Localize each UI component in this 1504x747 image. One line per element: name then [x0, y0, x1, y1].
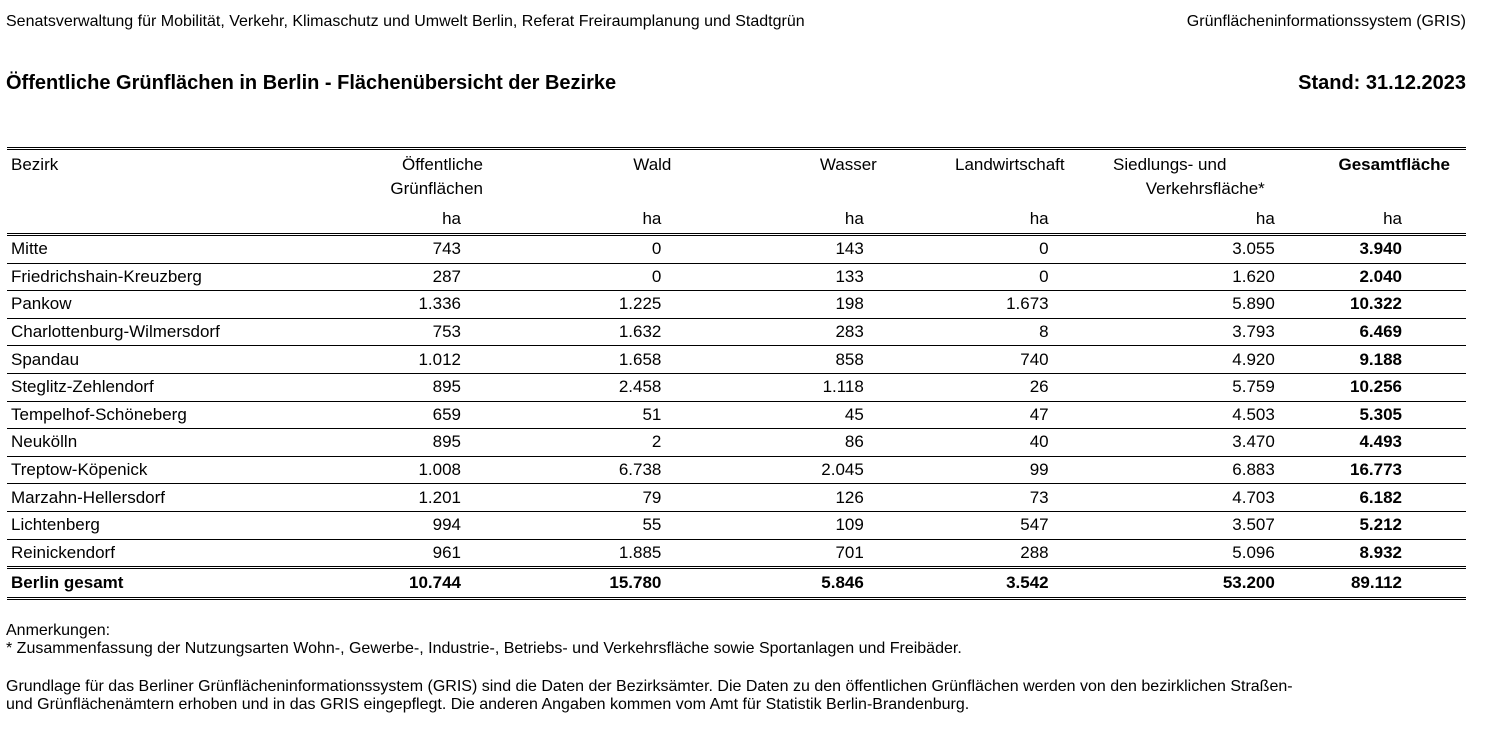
value-wasser: 86 — [686, 429, 888, 457]
value-gesamtflaeche: 5.305 — [1295, 401, 1466, 429]
district-name: Treptow-Köpenick — [7, 456, 231, 484]
notes-heading: Anmerkungen: — [6, 622, 111, 639]
value-wasser: 143 — [686, 235, 888, 264]
value-wasser: 133 — [686, 263, 888, 291]
table-row — [7, 291, 1466, 319]
header-department: Senatsverwaltung für Mobilität, Verkehr, Klimaschutz und Umwelt Berlin, Referat Freiraumplanung und Stadtgrün — [6, 13, 805, 30]
col-header-sied-line1: Siedlungs- und — [1113, 155, 1227, 174]
col-header-siedlungs-verkehrsflaeche — [1075, 149, 1295, 206]
footnote: * Zusammenfassung der Nutzungsarten Wohn-, Gewerbe-, Industrie-, Betriebs- und Verkehrsfläche sowie Sportanlagen und Freibäder. — [6, 639, 962, 657]
value-wald: 51 — [486, 401, 686, 429]
value-landwirtschaft: 26 — [889, 373, 1075, 401]
page-title: Öffentliche Grünflächen in Berlin - Flächenübersicht der Bezirke — [6, 72, 617, 94]
table-body — [7, 235, 1466, 568]
value-siedlungs-verkehrsflaeche: 4.503 — [1075, 401, 1295, 429]
district-name: Spandau — [7, 346, 231, 374]
stand-date: Stand: 31.12.2023 — [1298, 72, 1466, 94]
value-wald: 79 — [486, 484, 686, 512]
value-gesamtflaeche: 10.256 — [1295, 373, 1466, 401]
value-landwirtschaft: 0 — [889, 263, 1075, 291]
district-name: Marzahn-Hellersdorf — [7, 484, 231, 512]
source-note-line2: und Grünflächenämtern erhoben und in das GRIS eingepflegt. Die anderen Angaben kommen vom Amt für Statistik Berlin-Brandenburg. — [6, 695, 970, 713]
total-wasser: 5.846 — [821, 573, 864, 593]
value-landwirtschaft: 47 — [889, 401, 1075, 429]
col-header-sied-line2: Verkehrsfläche* — [1145, 179, 1265, 198]
district-name: Neukölln — [7, 429, 231, 457]
value-oeffentliche-gruenflaechen: 659 — [231, 401, 486, 429]
notes-section — [6, 622, 1476, 713]
unit-empty — [7, 205, 231, 235]
header-row — [7, 149, 1466, 206]
value-gesamtflaeche: 2.040 — [1295, 263, 1466, 291]
table-row — [7, 346, 1466, 374]
value-gesamtflaeche: 9.188 — [1295, 346, 1466, 374]
district-name: Steglitz-Zehlendorf — [7, 373, 231, 401]
district-name: Pankow — [7, 291, 231, 319]
district-name: Lichtenberg — [7, 511, 231, 539]
value-landwirtschaft: 1.673 — [889, 291, 1075, 319]
col-header-landwirtschaft: Landwirtschaft — [954, 155, 1065, 174]
value-siedlungs-verkehrsflaeche: 6.883 — [1075, 456, 1295, 484]
value-oeffentliche-gruenflaechen: 753 — [231, 318, 486, 346]
table-row — [7, 235, 1466, 264]
value-wasser: 109 — [686, 511, 888, 539]
value-wasser: 2.045 — [686, 456, 888, 484]
value-siedlungs-verkehrsflaeche: 3.470 — [1075, 429, 1295, 457]
col-header-oef-line1: Öffentliche — [402, 155, 484, 174]
value-wasser: 198 — [686, 291, 888, 319]
col-header-bezirk: Bezirk — [11, 155, 59, 174]
value-siedlungs-verkehrsflaeche: 5.096 — [1232, 542, 1275, 562]
total-siedlungs-verkehrsflaeche: 53.200 — [1222, 573, 1275, 593]
table-row — [7, 373, 1466, 401]
value-oeffentliche-gruenflaechen: 1.012 — [231, 346, 486, 374]
value-wald: 2.458 — [486, 373, 686, 401]
district-name: Reinickendorf — [11, 542, 115, 562]
value-wasser: 126 — [686, 484, 888, 512]
unit-cell: ha — [642, 209, 662, 228]
total-label: Berlin gesamt — [11, 573, 124, 593]
source-note-line1: Grundlage für das Berliner Grünflächeninformationssystem (GRIS) sind die Daten der Bezirksämter. Die Daten zu den öffentlichen Grünflächen werden von den bezirklichen Straßen- — [6, 678, 1293, 695]
value-gesamtflaeche: 10.322 — [1295, 291, 1466, 319]
value-landwirtschaft: 288 — [1020, 542, 1049, 562]
table-row — [7, 539, 1466, 568]
value-wald: 1.658 — [486, 346, 686, 374]
value-siedlungs-verkehrsflaeche: 3.055 — [1075, 235, 1295, 264]
value-oeffentliche-gruenflaechen: 287 — [231, 263, 486, 291]
value-oeffentliche-gruenflaechen: 743 — [231, 235, 486, 264]
value-wasser: 701 — [835, 542, 864, 562]
table-row — [7, 511, 1466, 539]
value-landwirtschaft: 740 — [889, 346, 1075, 374]
value-landwirtschaft: 0 — [889, 235, 1075, 264]
value-wasser: 283 — [686, 318, 888, 346]
unit-cell: ha — [1255, 209, 1275, 228]
col-header-wald: Wald — [633, 155, 672, 174]
district-name: Tempelhof-Schöneberg — [7, 401, 231, 429]
table-row — [7, 318, 1466, 346]
value-oeffentliche-gruenflaechen: 994 — [231, 511, 486, 539]
value-landwirtschaft: 99 — [889, 456, 1075, 484]
value-gesamtflaeche: 16.773 — [1295, 456, 1466, 484]
value-wald: 2 — [486, 429, 686, 457]
value-wald: 1.225 — [486, 291, 686, 319]
value-wasser: 858 — [686, 346, 888, 374]
value-landwirtschaft: 8 — [889, 318, 1075, 346]
value-siedlungs-verkehrsflaeche: 4.703 — [1075, 484, 1295, 512]
table-row — [7, 401, 1466, 429]
col-header-oef-line2: Grünflächen — [390, 179, 484, 198]
district-name: Mitte — [7, 235, 231, 264]
value-landwirtschaft: 73 — [889, 484, 1075, 512]
unit-row — [7, 205, 1466, 235]
value-wald: 1.632 — [486, 318, 686, 346]
header-system-name: Grünflächeninformationssystem (GRIS) — [1186, 13, 1466, 30]
district-area-table — [7, 147, 1466, 600]
total-wald: 15.780 — [609, 573, 662, 593]
total-row — [7, 568, 1466, 599]
value-siedlungs-verkehrsflaeche: 1.620 — [1075, 263, 1295, 291]
unit-cell: ha — [1383, 209, 1402, 228]
value-gesamtflaeche: 3.940 — [1295, 235, 1466, 264]
value-siedlungs-verkehrsflaeche: 4.920 — [1075, 346, 1295, 374]
table-row — [7, 263, 1466, 291]
col-header-gesamtflaeche: Gesamtfläche — [1338, 155, 1450, 174]
value-gesamtflaeche: 8.932 — [1359, 542, 1402, 562]
table-row — [7, 484, 1466, 512]
value-oeffentliche-gruenflaechen: 895 — [231, 373, 486, 401]
value-wald: 55 — [486, 511, 686, 539]
district-name: Friedrichshain-Kreuzberg — [7, 263, 231, 291]
value-siedlungs-verkehrsflaeche: 3.793 — [1075, 318, 1295, 346]
total-gesamtflaeche: 89.112 — [1350, 573, 1402, 593]
total-landwirtschaft: 3.542 — [1006, 573, 1049, 593]
unit-cell: ha — [1029, 209, 1049, 228]
value-oeffentliche-gruenflaechen: 895 — [231, 429, 486, 457]
value-oeffentliche-gruenflaechen: 1.201 — [231, 484, 486, 512]
col-header-oeffentliche-gruenflaechen — [231, 149, 486, 206]
value-landwirtschaft: 40 — [889, 429, 1075, 457]
value-wald: 1.885 — [618, 542, 662, 562]
value-wald: 6.738 — [486, 456, 686, 484]
value-oeffentliche-gruenflaechen: 1.336 — [231, 291, 486, 319]
value-gesamtflaeche: 5.212 — [1295, 511, 1466, 539]
value-wasser: 45 — [686, 401, 888, 429]
value-oeffentliche-gruenflaechen: 1.008 — [231, 456, 486, 484]
unit-cell: ha — [844, 209, 864, 228]
value-gesamtflaeche: 6.469 — [1295, 318, 1466, 346]
value-gesamtflaeche: 4.493 — [1295, 429, 1466, 457]
value-wald: 0 — [486, 263, 686, 291]
district-name: Charlottenburg-Wilmersdorf — [7, 318, 231, 346]
value-wald: 0 — [486, 235, 686, 264]
unit-cell: ha — [442, 209, 462, 228]
value-oeffentliche-gruenflaechen: 961 — [432, 542, 462, 562]
value-wasser: 1.118 — [686, 373, 888, 401]
value-siedlungs-verkehrsflaeche: 5.890 — [1075, 291, 1295, 319]
value-landwirtschaft: 547 — [889, 511, 1075, 539]
value-gesamtflaeche: 6.182 — [1295, 484, 1466, 512]
total-oeffentliche-gruenflaechen: 10.744 — [409, 573, 462, 593]
value-siedlungs-verkehrsflaeche: 5.759 — [1075, 373, 1295, 401]
table-row — [7, 456, 1466, 484]
table-row — [7, 429, 1466, 457]
col-header-wasser: Wasser — [819, 155, 877, 174]
value-siedlungs-verkehrsflaeche: 3.507 — [1075, 511, 1295, 539]
